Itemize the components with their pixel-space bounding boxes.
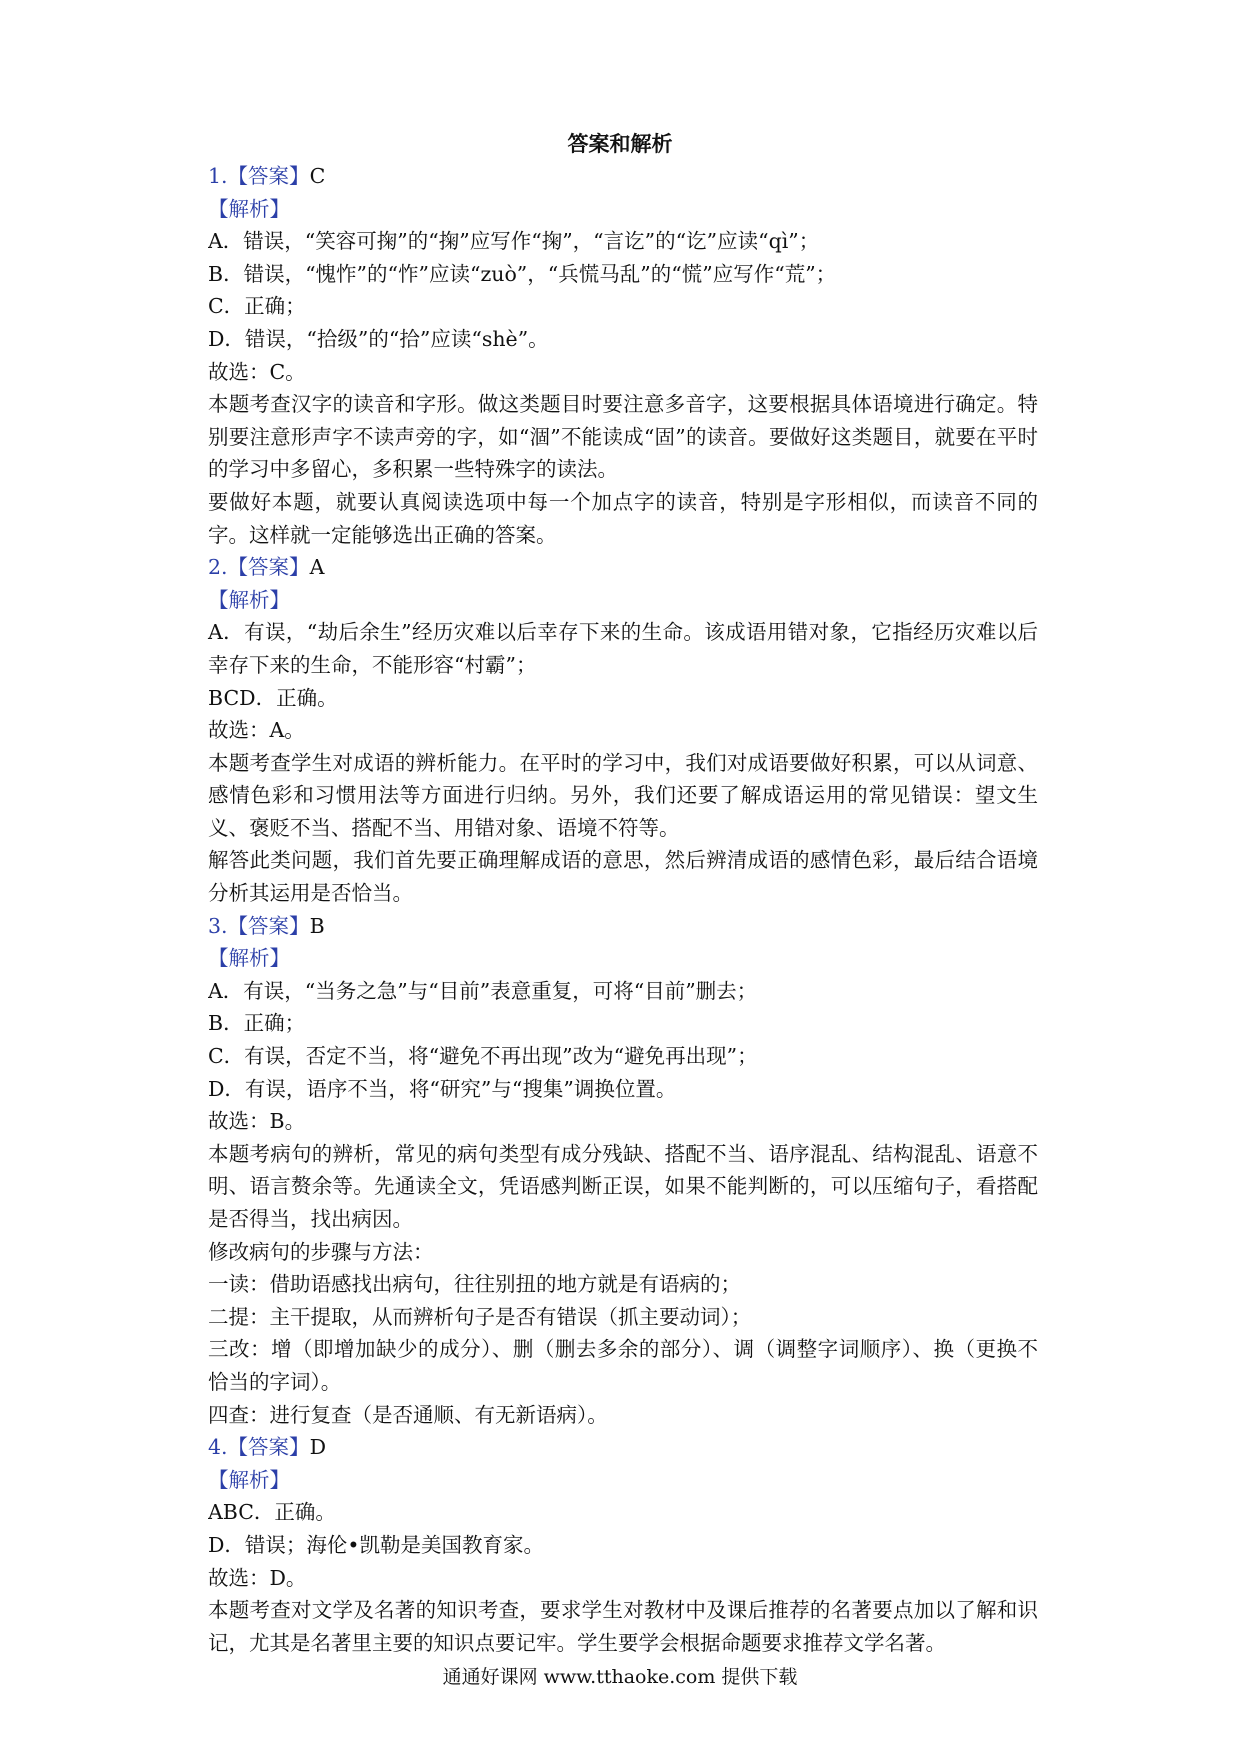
q3-explanation-1: 本题考病句的辨析，常见的病句类型有成分残缺、搭配不当、语序混乱、结构混乱、语意不明、语言赘余等。先通读全文，凭语感判断正误，如果不能判断的，可以压缩句子，看搭配是否得当，找出病因。 — [208, 1141, 1038, 1231]
q3-analysis-label: 【解析】 — [208, 946, 290, 971]
q1-option-d: D．错误，“拾级”的“拾”应读“shè”。 — [208, 326, 549, 351]
q3-step-2: 二提：主干提取，从而辨析句子是否有错误（抓主要动词）； — [208, 1304, 752, 1329]
q3-step-3: 三改：增（即增加缺少的成分）、删（删去多余的部分）、调（调整字词顺序）、换（更换不恰当的字词）。 — [208, 1337, 1038, 1394]
q1-answer-label: 1.【答案】 — [208, 164, 310, 188]
q3-answer-line — [208, 910, 1038, 943]
page-title: 答案和解析 — [567, 131, 673, 156]
q1-choice: 故选：C。 — [208, 359, 306, 384]
q1-option-b: B．错误，“愧怍”的“怍”应读“zuò”，“兵慌马乱”的“慌”应写作“荒”； — [208, 261, 837, 286]
answer-content — [208, 160, 1038, 1659]
q3-option-a: A．有误，“当务之急”与“目前”表意重复，可将“目前”删去； — [208, 978, 758, 1003]
q4-explanation-1: 本题考查对文学及名著的知识考查，要求学生对教材中及课后推荐的名著要点加以了解和识记，尤其是名著里主要的知识点要记牢。学生要学会根据命题要求推荐文学名著。 — [208, 1598, 1038, 1655]
q2-choice: 故选：A。 — [208, 718, 305, 743]
q4-choice: 故选：D。 — [208, 1565, 307, 1590]
q1-explanation-1: 本题考查汉字的读音和字形。做这类题目时要注意多音字，这要根据具体语境进行确定。特别要注意形声字不读声旁的字，如“涸”不能读成“固”的读音。要做好这类题目，就要在平时的学习中多留心，多积累一些特殊字的读法。 — [208, 392, 1038, 482]
q2-option-a: A．有误，“劫后余生”经历灾难以后幸存下来的生命。该成语用错对象，它指经历灾难以后幸存下来的生命，不能形容“村霸”； — [208, 620, 1038, 677]
q1-option-c: C．正确； — [208, 294, 306, 319]
q1-answer-value: C — [309, 164, 326, 188]
q1-option-a: A．错误，“笑容可掬”的“掬”应写作“掬”，“言讫”的“讫”应读“qì”； — [208, 229, 820, 254]
q3-step-4: 四查：进行复查（是否通顺、有无新语病）。 — [208, 1402, 608, 1427]
q2-explanation-1: 本题考查学生对成语的辨析能力。在平时的学习中，我们对成语要做好积累，可以从词意、感情色彩和习惯用法等方面进行归纳。另外，我们还要了解成语运用的常见错误：望文生义、褒贬不当、搭配不当、用错对象、语境不符等。 — [208, 750, 1038, 840]
q4-option-d: D．错误；海伦•凯勒是美国教育家。 — [208, 1532, 545, 1557]
q3-choice: 故选：B。 — [208, 1109, 306, 1134]
q4-answer-value: D — [309, 1435, 326, 1460]
q4-answer-label: 4.【答案】 — [208, 1435, 310, 1460]
q2-option-bcd: BCD．正确。 — [208, 685, 338, 710]
q2-answer-line — [208, 551, 1038, 584]
q1-explanation-2: 要做好本题，就要认真阅读选项中每一个加点字的读音，特别是字形相似，而读音不同的字。这样就一定能够选出正确的答案。 — [208, 489, 1038, 547]
q4-analysis-label: 【解析】 — [208, 1467, 290, 1492]
page-footer: 通通好课网 www.tthaoke.com 提供下载 — [442, 1666, 798, 1688]
q2-answer-value: A — [309, 555, 325, 580]
q2-answer-label: 2.【答案】 — [208, 555, 310, 580]
q2-analysis-label: 【解析】 — [208, 587, 290, 612]
q3-option-b: B．正确； — [208, 1011, 306, 1036]
q1-analysis-label: 【解析】 — [208, 196, 290, 221]
q3-answer-value: B — [309, 913, 325, 938]
q1-answer-line — [208, 160, 1038, 193]
q4-option-abc: ABC．正确。 — [208, 1500, 336, 1525]
q3-method-title: 修改病句的步骤与方法： — [208, 1239, 434, 1264]
q2-explanation-2: 解答此类问题，我们首先要正确理解成语的意思，然后辨清成语的感情色彩，最后结合语境分析其运用是否恰当。 — [208, 848, 1038, 906]
q3-option-c: C．有误，否定不当，将“避免不再出现”改为“避免再出现”； — [208, 1044, 758, 1069]
q3-step-1: 一读：借助语感找出病句，往往别扭的地方就是有语病的； — [208, 1272, 741, 1297]
q3-answer-label: 3.【答案】 — [208, 913, 310, 938]
q3-option-d: D．有误，语序不当，将“研究”与“搜集”调换位置。 — [208, 1076, 677, 1101]
q4-answer-line — [208, 1431, 1038, 1464]
